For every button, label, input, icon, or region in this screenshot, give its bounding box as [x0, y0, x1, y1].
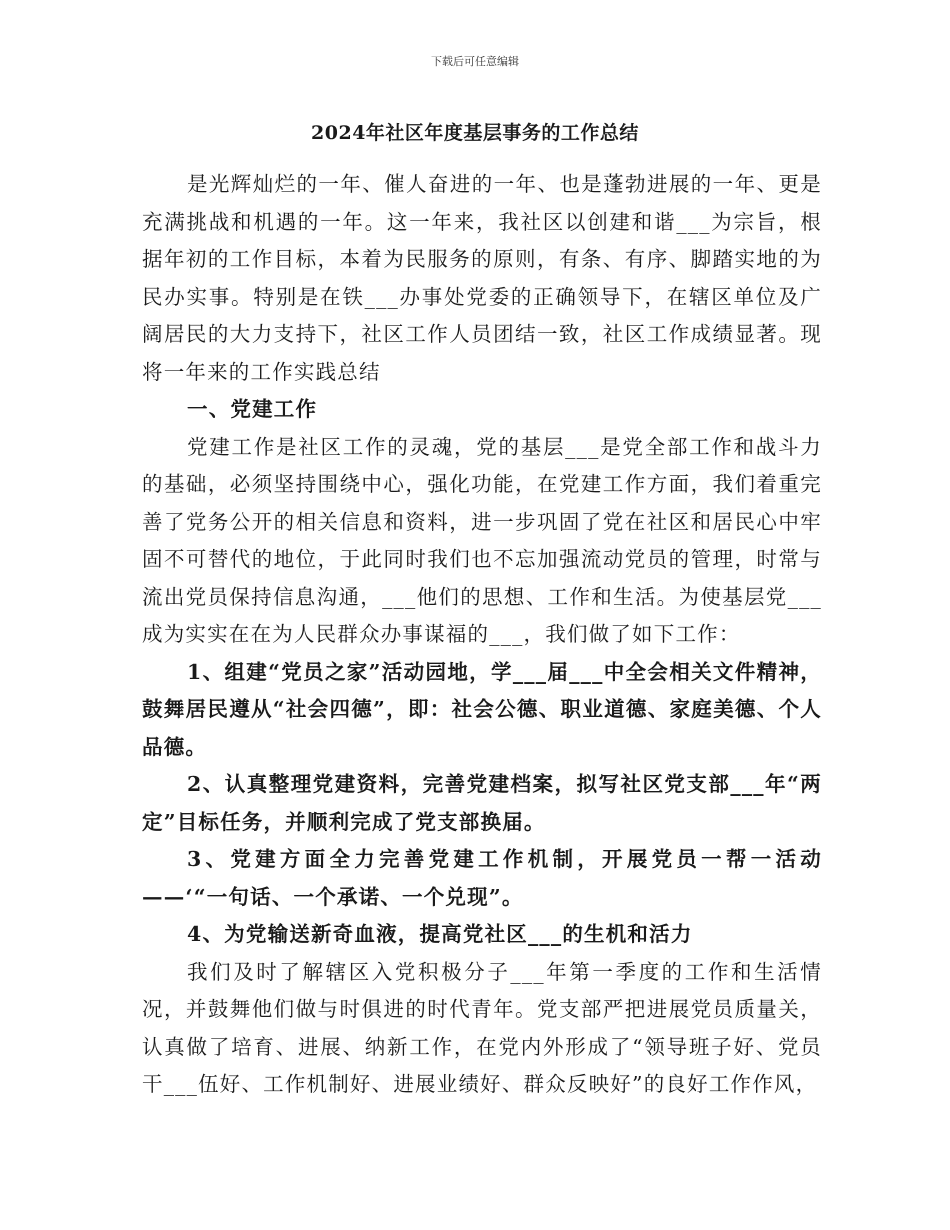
- header-note: 下载后可任意编辑: [431, 55, 519, 68]
- work-item-2: 2、认真整理党建资料，完善党建档案，拟写社区党支部___年“两定”目标任务，并顺利完成了党支部换届。: [142, 772, 822, 834]
- work-item-4: 4、为党输送新奇血液，提高党社区___的生机和活力: [187, 922, 693, 946]
- intro-paragraph: 是光辉灿烂的一年、催人奋进的一年、也是蓬勃进展的一年、更是充满挑战和机遇的一年。这一年来，我社区以创建和谐___为宗旨，根据年初的工作目标，本着为民服务的原则，有条、有序、脚踏实地的为民办实事。特别是在铁___办事处党委的正确领导下，在辖区单位及广阔居民的大力支持下，社区工作人员团结一致，社区工作成绩显著。现将一年来的工作实践总结: [142, 172, 822, 384]
- recruitment-paragraph: 我们及时了解辖区入党积极分子___年第一季度的工作和生活情况，并鼓舞他们做与时俱进的时代青年。党支部严把进展党员质量关，认真做了培育、进展、纳新工作，在党内外形成了“领导班子好、党员干___伍好、工作机制好、进展业绩好、群众反映好”的良好工作作风，: [142, 959, 822, 1096]
- document-body: [142, 166, 822, 1104]
- section-heading-party-building: 一、党建工作: [187, 397, 318, 421]
- document-title: 2024年社区年度基层事务的工作总结: [311, 122, 639, 144]
- party-building-paragraph: 党建工作是社区工作的灵魂，党的基层___是党全部工作和战斗力的基础，必须坚持围绕中心，强化功能，在党建工作方面，我们着重完善了党务公开的相关信息和资料，进一步巩固了党在社区和居民心中牢固不可替代的地位，于此同时我们也不忘加强流动党员的管理，时常与流出党员保持信息沟通，___他们的思想、工作和生活。为使基层党___成为实实在在为人民群众办事谋福的___，我们做了如下工作：: [142, 434, 822, 646]
- work-item-1: 1、组建“党员之家”活动园地，学___届___中全会相关文件精神，鼓舞居民遵从“社会四德”，即：社会公德、职业道德、家庭美德、个人品德。: [142, 659, 822, 759]
- work-item-3: 3、党建方面全力完善党建工作机制，开展党员一帮一活动——‘“一句话、一个承诺、一个兑现”。: [142, 847, 822, 909]
